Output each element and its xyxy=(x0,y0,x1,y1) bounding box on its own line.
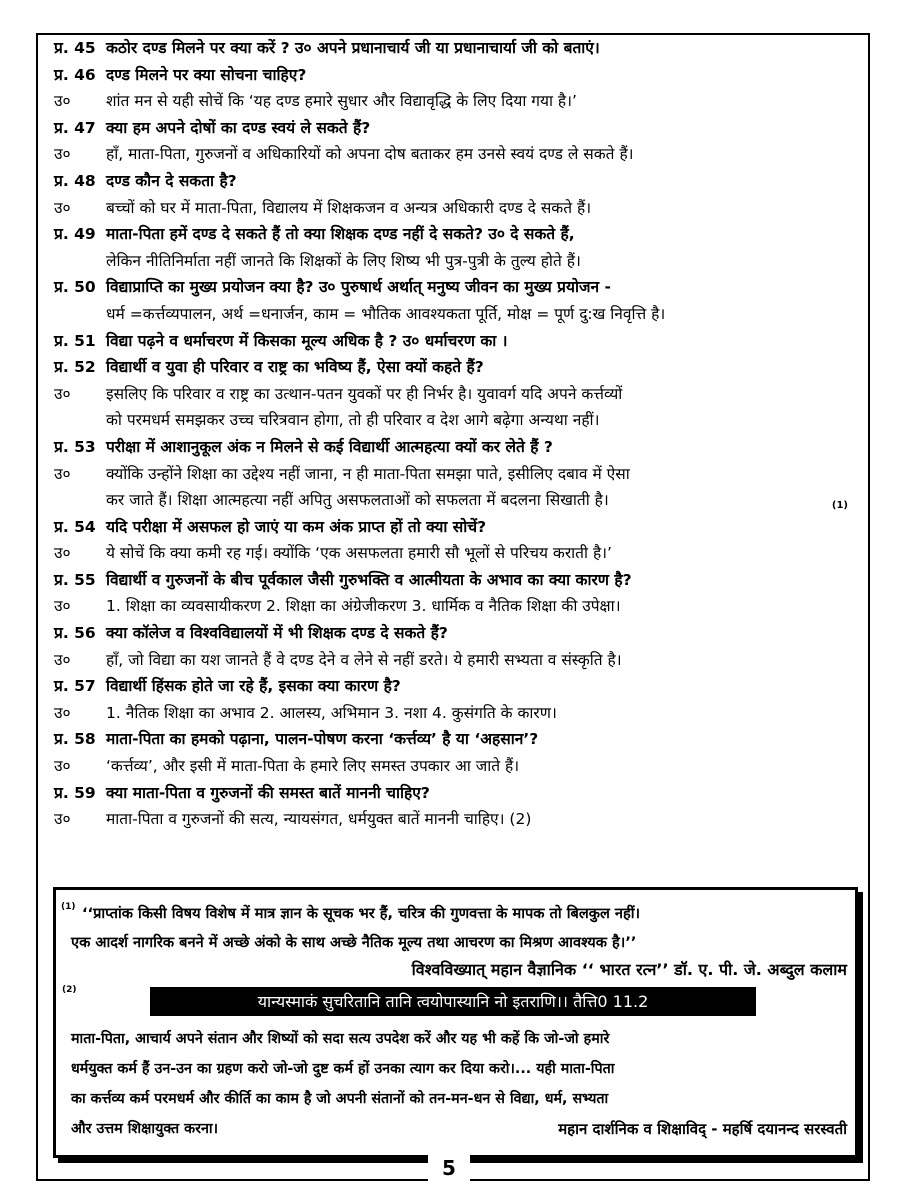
answer-line xyxy=(54,809,854,829)
question-number: प्र. 57 xyxy=(54,677,96,696)
answer-line xyxy=(54,650,854,670)
question-number: प्र. 47 xyxy=(54,118,96,137)
question-text: यदि परीक्षा में असफल हो जाएं या कम अंक प्राप्त हों तो क्या सोचें? xyxy=(106,517,487,536)
question-number: प्र. 56 xyxy=(54,624,96,643)
question-line xyxy=(54,224,854,244)
question-text: दण्ड कौन दे सकता है? xyxy=(106,171,237,190)
question-line xyxy=(54,277,854,297)
answer-line xyxy=(54,596,854,616)
answer-text: बच्चों को घर में माता-पिता, विद्यालय में शिक्षकजन व अन्यत्र अधिकारी दण्ड दे सकते हैं। xyxy=(106,198,592,217)
continuation-line xyxy=(54,490,854,510)
answer-line xyxy=(54,144,854,164)
question-number: प्र. 52 xyxy=(54,358,96,377)
question-text: माता-पिता का हमको पढ़ाना, पालन-पोषण करना ‘कर्त्तव्य’ है या ‘अहसान’? xyxy=(106,730,539,749)
question-line xyxy=(54,171,854,191)
question-text: परीक्षा में आशानुकूल अंक न मिलने से कई विद्यार्थी आत्महत्या क्यों कर लेते हैं ? xyxy=(106,437,553,456)
answer-line xyxy=(54,384,854,404)
answer-line xyxy=(54,198,854,218)
answer-text: क्योंकि उन्होंने शिक्षा का उद्देश्य नहीं जाना, न ही माता-पिता समझा पाते, इसीलिए दबाव में ऐसा xyxy=(106,464,630,483)
question-line xyxy=(54,357,854,377)
answer-text: माता-पिता व गुरुजनों की सत्य, न्यायसंगत, धर्मयुक्त बातें माननी चाहिए। (2) xyxy=(106,810,532,829)
answer-line xyxy=(54,756,854,776)
question-text: विद्या पढ़ने व धर्माचरण में किसका मूल्य अधिक है ? उ० धर्माचरण का । xyxy=(106,331,508,350)
quote-line-1: ‘‘प्राप्तांक किसी विषय विशेष में मात्र ज्ञान के सूचक भर हैं, चरित्र की गुणवत्ता के मापक तो बिलकुल नहीं। xyxy=(82,905,641,922)
question-number: प्र. 55 xyxy=(54,570,96,589)
answer-line xyxy=(54,703,854,723)
attribution-kalam: विश्वविख्यात् महान वैज्ञानिक ‘‘ भारत रत्न’’ डॉ. ए. पी. जे. अब्दुल कलाम xyxy=(411,960,847,979)
para-line-3: का कर्त्तव्य कर्म परमधर्म और कीर्ति का काम है जो अपनी संतानों को तन-मन-धन से विद्या, धर्म, सभ्यता xyxy=(71,1091,609,1107)
para-line-1: माता-पिता, आचार्य अपने संतान और शिष्यों को सदा सत्य उपदेश करें और यह भी कहें कि जो-जो हमारे xyxy=(71,1031,610,1047)
question-line xyxy=(54,517,854,537)
question-text: क्या माता-पिता व गुरुजनों की समस्त बातें माननी चाहिए? xyxy=(106,783,430,802)
question-line xyxy=(54,729,854,749)
question-number: प्र. 51 xyxy=(54,331,96,350)
question-number: प्र. 46 xyxy=(54,65,96,84)
continuation-line xyxy=(54,304,854,324)
footnote-ref: (1) xyxy=(831,500,848,512)
question-number: प्र. 53 xyxy=(54,437,96,456)
answer-text: 1. नैतिक शिक्षा का अभाव 2. आलस्य, अभिमान 3. नशा 4. कुसंगति के कारण। xyxy=(106,703,557,722)
footnote-mark-2: (2) xyxy=(62,985,77,995)
para-line-2: धर्मयुक्त कर्म हैं उन-उन का ग्रहण करो जो-जो दुष्ट कर्म हों उनका त्याग कर दिया करो।... यही माता-पिता xyxy=(71,1061,615,1077)
question-text: माता-पिता हमें दण्ड दे सकते हैं तो क्या शिक्षक दण्ड नहीं दे सकते? उ० दे सकते हैं, xyxy=(106,225,575,244)
quote-line-2: एक आदर्श नागरिक बनने में अच्छे अंको के साथ अच्छे नैतिक मूल्य तथा आचरण का मिश्रण आवश्यक है।’’ xyxy=(71,934,637,951)
question-number: प्र. 54 xyxy=(54,517,96,536)
answer-marker: उ० xyxy=(54,384,71,403)
footnote-mark-1: (1) xyxy=(61,902,76,912)
question-text: क्या हम अपने दोषों का दण्ड स्वयं ले सकते हैं? xyxy=(106,118,371,137)
question-text: विद्यार्थी हिंसक होते जा रहे हैं, इसका क्या कारण है? xyxy=(106,677,401,696)
attribution-dayanand: महान दार्शनिक व शिक्षाविद् - महर्षि दयानन्द सरस्वती xyxy=(558,1120,847,1138)
sanskrit-banner: यान्यस्माकं सुचरितानि तानि त्वयोपास्यानि नो इतराणि।। तैत्ति0 11.2 xyxy=(150,987,756,1016)
question-number: प्र. 45 xyxy=(54,39,96,57)
answer-marker: उ० xyxy=(54,464,71,483)
question-number: प्र. 58 xyxy=(54,730,96,749)
para-line-4: और उत्तम शिक्षायुक्त करना। xyxy=(71,1121,219,1137)
question-text: क्या कॉलेज व विश्वविद्यालयों में भी शिक्षक दण्ड दे सकते हैं? xyxy=(106,624,448,643)
answer-text: लेकिन नीतिनिर्माता नहीं जानते कि शिक्षकों के लिए शिष्य भी पुत्र-पुत्री के तुल्य होते हैं। xyxy=(106,251,581,270)
answer-line xyxy=(54,464,854,484)
answer-text: इसलिए कि परिवार व राष्ट्र का उत्थान-पतन युवकों पर ही निर्भर है। युवावर्ग यदि अपने कर्त्तव्यों xyxy=(106,384,623,403)
question-text: विद्यार्थी व गुरुजनों के बीच पूर्वकाल जैसी गुरुभक्ति व आत्मीयता के अभाव का क्या कारण है? xyxy=(106,570,632,589)
answer-line xyxy=(54,543,854,563)
answer-text: शांत मन से यही सोचें कि ‘यह दण्ड हमारे सुधार और विद्यावृद्धि के लिए दिया गया है।’ xyxy=(106,92,577,111)
qa-list xyxy=(54,38,854,836)
question-number: प्र. 50 xyxy=(54,278,96,297)
question-number: प्र. 48 xyxy=(54,171,96,190)
answer-marker: उ० xyxy=(54,597,71,616)
answer-marker: उ० xyxy=(54,145,71,164)
question-line xyxy=(54,570,854,590)
question-text: विद्याप्राप्ति का मुख्य प्रयोजन क्या है? उ० पुरुषार्थ अर्थात् मनुष्य जीवन का मुख्य प्रयोजन - xyxy=(106,278,611,297)
answer-marker: उ० xyxy=(54,757,71,776)
answer-text: 1. शिक्षा का व्यवसायीकरण 2. शिक्षा का अंग्रेजीकरण 3. धार्मिक व नैतिक शिक्षा की उपेक्षा। xyxy=(106,597,621,616)
answer-line xyxy=(54,91,854,111)
answer-marker: उ० xyxy=(54,198,71,217)
answer-marker: उ० xyxy=(54,92,71,111)
question-line xyxy=(54,437,854,457)
question-text: विद्यार्थी व युवा ही परिवार व राष्ट्र का भविष्य हैं, ऐसा क्यों कहते हैं? xyxy=(106,358,484,377)
answer-text: हाँ, माता-पिता, गुरुजनों व अधिकारियों को अपना दोष बताकर हम उनसे स्वयं दण्ड ले सकते हैं। xyxy=(106,145,634,164)
question-number: प्र. 49 xyxy=(54,225,96,244)
continuation-line xyxy=(54,251,854,271)
page-number: 5 xyxy=(428,1153,470,1183)
answer-marker: उ० xyxy=(54,703,71,722)
answer-text: ये सोचें कि क्या कमी रह गई। क्योंकि ‘एक असफलता हमारी सौ भूलों से परिचय कराती है।’ xyxy=(106,544,612,563)
question-number: प्र. 59 xyxy=(54,783,96,802)
question-text: दण्ड मिलने पर क्या सोचना चाहिए? xyxy=(106,65,307,84)
question-line xyxy=(54,623,854,643)
question-line xyxy=(54,118,854,138)
answer-marker: उ० xyxy=(54,810,71,829)
question-text: कठोर दण्ड मिलने पर क्या करें ? उ० अपने प्रधानाचार्य जी या प्रधानाचार्या जी को बताएं। xyxy=(106,39,600,57)
question-line xyxy=(54,38,854,58)
answer-text: को परमधर्म समझकर उच्च चरित्रवान होगा, तो ही परिवार व देश आगे बढ़ेगा अन्यथा नहीं। xyxy=(106,411,600,430)
answer-text: हाँ, जो विद्या का यश जानते हैं वे दण्ड देने व लेने से नहीं डरते। ये हमारी सभ्यता व संस्कृति है। xyxy=(106,650,622,669)
answer-text: कर जाते हैं। शिक्षा आत्महत्या नहीं अपितु असफलताओं को सफलता में बदलना सिखाती है। xyxy=(106,491,609,510)
question-line xyxy=(54,676,854,696)
answer-text: ‘कर्त्तव्य’, और इसी में माता-पिता के हमारे लिए समस्त उपकार आ जाते हैं। xyxy=(106,757,520,776)
answer-marker: उ० xyxy=(54,544,71,563)
question-line xyxy=(54,331,854,351)
question-line xyxy=(54,783,854,803)
quote-box xyxy=(53,887,858,1158)
continuation-line xyxy=(54,410,854,430)
answer-text: धर्म =कर्त्तव्यपालन, अर्थ =धनार्जन, काम = भौतिक आवश्यकता पूर्ति, मोक्ष = पूर्ण दु:ख निवृत्ति है। xyxy=(106,304,666,323)
answer-marker: उ० xyxy=(54,650,71,669)
question-line xyxy=(54,65,854,85)
